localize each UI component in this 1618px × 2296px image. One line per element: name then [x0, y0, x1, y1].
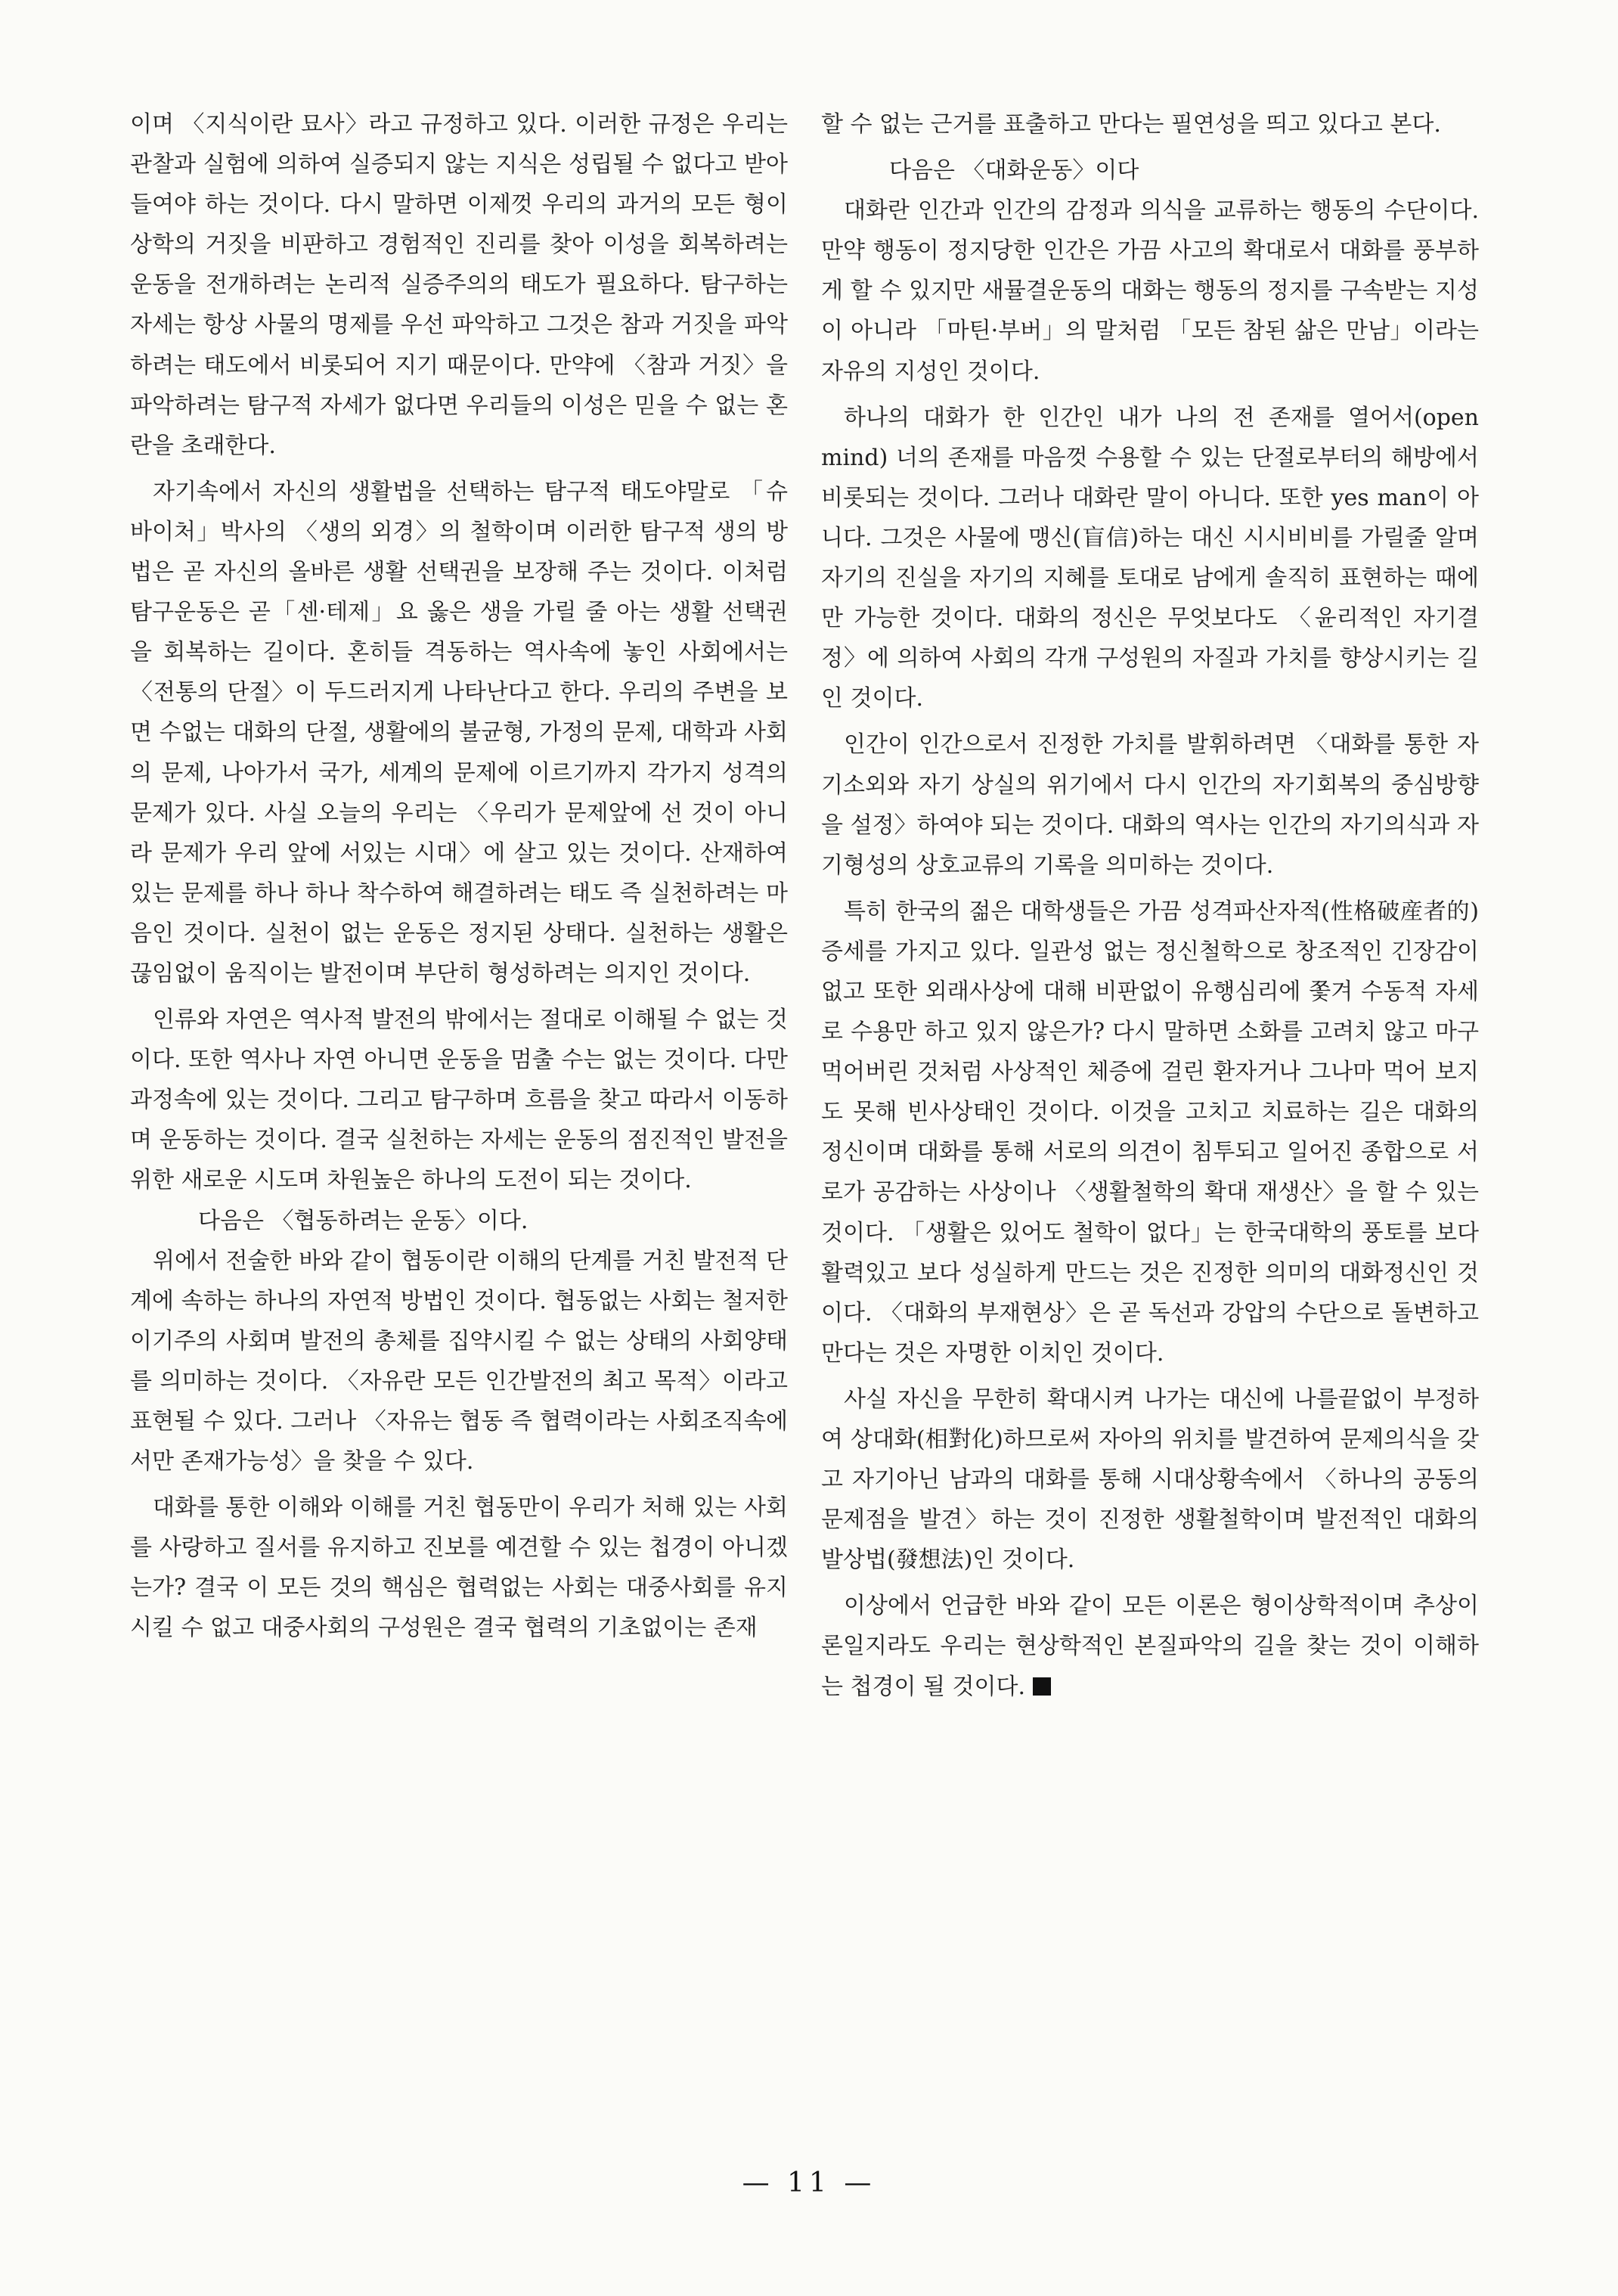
- body-paragraph: 할 수 없는 근거를 표출하고 만다는 필연성을 띄고 있다고 본다.: [821, 111, 1441, 138]
- body-paragraph: 위에서 전술한 바와 같이 협동이란 이해의 단계를 거친 발전적 단계에 속하는 하나의 자연적 방법인 것이다. 협동없는 사회는 철저한 이기주의 사회며 발전의 총체를 집약시킬 수 없는 상태의 사회양태를 의미하는 것이다. 〈자유란 모든 인간발전의 최고 목적〉이라고 표현될 수 있다. 그러나 〈자유는 협동 즉 협력이라는 사회조직속에서만 존재가능성〉을 찾을 수 있다.: [130, 1247, 788, 1475]
- body-paragraph: 인간이 인간으로서 진정한 가치를 발휘하려면 〈대화를 통한 자기소외와 자기 상실의 위기에서 다시 인간의 자기회복의 중심방향을 설정〉하여야 되는 것이다. 대화의 역사는 인간의 자기의식과 자기형성의 상호교류의 기록을 의미하는 것이다.: [821, 731, 1479, 879]
- body-paragraph: 특히 한국의 젊은 대학생들은 가끔 성격파산자적(性格破産者的) 증세를 가지고 있다. 일관성 없는 정신철학으로 창조적인 긴장감이 없고 또한 외래사상에 대해 비판없이 유행심리에 쫓겨 수동적 자세로 수용만 하고 있지 않은가? 다시 말하면 소화를 고려치 않고 마구 먹어버린 것처럼 사상적인 체증에 걸린 환자거나 그나마 먹어 보지도 못해 빈사상태인 것이다. 이것을 고치고 치료하는 길은 대화의 정신이며 대화를 통해 서로의 의견이 침투되고 일어진 종합으로 서로가 공감하는 사상이나 〈생활철학의 확대 재생산〉을 할 수 있는 것이다. 「생활은 있어도 철학이 없다」는 한국대학의 풍토를 보다 활력있고 보다 성실하게 만드는 것은 진정한 의미의 대화정신인 것이다. 〈대화의 부재현상〉은 곧 독선과 강압의 수단으로 돌변하고 만다는 것은 자명한 이치인 것이다.: [821, 898, 1479, 1367]
- section-heading: 다음은 〈협동하려는 운동〉이다.: [198, 1207, 528, 1234]
- section-heading: 다음은 〈대화운동〉이다: [889, 157, 1139, 185]
- end-square-icon: [1033, 1677, 1051, 1696]
- body-paragraph: 인류와 자연은 역사적 발전의 밖에서는 절대로 이해될 수 없는 것이다. 또한 역사나 자연 아니면 운동을 멈출 수는 없는 것이다. 다만 과정속에 있는 것이다. 그리고 탐구하며 흐름을 찾고 따라서 이동하며 운동하는 것이다. 결국 실천하는 자세는 운동의 점진적인 발전을 위한 새로운 시도며 차원높은 하나의 도전이 되는 것이다.: [130, 1007, 788, 1194]
- body-paragraph: 하나의 대화가 한 인간인 내가 나의 전 존재를 열어서(open mind) 너의 존재를 마음껏 수용할 수 있는 단절로부터의 해방에서 비롯되는 것이다. 그러나 대화란 말이 아니다. 또한 yes man이 아니다. 그것은 사물에 맹신(盲信)하는 대신 시시비비를 가릴줄 알며 자기의 진실을 자기의 지혜를 토대로 남에게 솔직히 표현하는 때에만 가능한 것이다. 대화의 정신은 무엇보다도 〈윤리적인 자기결정〉에 의하여 사회의 각개 구성원의 자질과 가치를 향상시키는 길인 것이다.: [821, 404, 1479, 712]
- body-paragraph: 사실 자신을 무한히 확대시켜 나가는 대신에 나를끝없이 부정하여 상대화(相對化)하므로써 자아의 위치를 발견하여 문제의식을 갖고 자기아닌 남과의 대화를 통해 시대상황속에서 〈하나의 공동의 문제점을 발견〉하는 것이 진정한 생활철학이며 발전적인 대화의 발상법(發想法)인 것이다.: [821, 1385, 1479, 1574]
- body-paragraph: 대화를 통한 이해와 이해를 거친 협동만이 우리가 처해 있는 사회를 사랑하고 질서를 유지하고 진보를 예견할 수 있는 첩경이 아니겠는가? 결국 이 모든 것의 핵심은 협력없는 사회는 대중사회를 유지시킬 수 없고 대중사회의 구성원은 결국 협력의 기초없이는 존재: [130, 1494, 788, 1642]
- body-paragraph: 자기속에서 자신의 생활법을 선택하는 탐구적 태도야말로 「슈바이처」박사의 〈생의 외경〉의 철학이며 이러한 탐구적 생의 방법은 곧 자신의 올바른 생활 선택권을 보장해 주는 것이다. 이처럼 탐구운동은 곧「센·테제」요 옳은 생을 가릴 줄 아는 생활 선택권을 회복하는 길이다. 혼히들 격동하는 역사속에 놓인 사회에서는〈전통의 단절〉이 두드러지게 나타난다고 한다. 우리의 주변을 보면 수없는 대화의 단절, 생활에의 불균형, 가정의 문제, 대학과 사회의 문제, 나아가서 국가, 세계의 문제에 이르기까지 각가지 성격의 문제가 있다. 사실 오늘의 우리는 〈우리가 문제앞에 선 것이 아니라 문제가 우리 앞에 서있는 시대〉에 살고 있는 것이다. 산재하여 있는 문제를 하나 하나 착수하여 해결하려는 태도 즉 실천하려는 마음인 것이다. 실천이 없는 운동은 정지된 상태다. 실천하는 생활은 끊임없이 움직이는 발전이며 부단히 형성하려는 의지인 것이다.: [130, 478, 788, 987]
- final-paragraph-text: 이상에서 언급한 바와 같이 모든 이론은 형이상학적이며 추상이론일지라도 우리는 현상학적인 본질파악의 길을 찾는 것이 이해하는 첩경이 될 것이다.: [821, 1593, 1479, 1700]
- right-column: [821, 104, 1479, 1707]
- body-paragraph-final: [821, 1586, 1479, 1706]
- body-paragraph: 대화란 인간과 인간의 감정과 의식을 교류하는 행동의 수단이다. 만약 행동이 정지당한 인간은 가끔 사고의 확대로서 대화를 풍부하게 할 수 있지만 새뮬결운동의 대화는 행동의 정지를 구속받는 지성이 아니라 「마틴·부버」의 말처럼 「모든 참된 삶은 만남」이라는 자유의 지성인 것이다.: [821, 197, 1480, 385]
- body-paragraph: 이며 〈지식이란 묘사〉라고 규정하고 있다. 이러한 규정은 우리는 관찰과 실험에 의하여 실증되지 않는 지식은 성립될 수 없다고 받아 들여야 하는 것이다. 다시 말하면 이제껏 우리의 과거의 모든 형이상학의 거짓을 비판하고 경험적인 진리를 찾아 이성을 회복하려는 운동을 전개하려는 논리적 실증주의의 태도가 필요하다. 탐구하는 자세는 항상 사물의 명제를 우선 파악하고 그것은 참과 거짓을 파악하려는 태도에서 비롯되어 지기 때문이다. 만약에 〈참과 거짓〉을 파악하려는 탐구적 자세가 없다면 우리들의 이성은 믿을 수 없는 혼란을 초래한다.: [130, 111, 788, 459]
- left-column: [130, 104, 788, 1649]
- page-number: — 11 —: [742, 2167, 876, 2198]
